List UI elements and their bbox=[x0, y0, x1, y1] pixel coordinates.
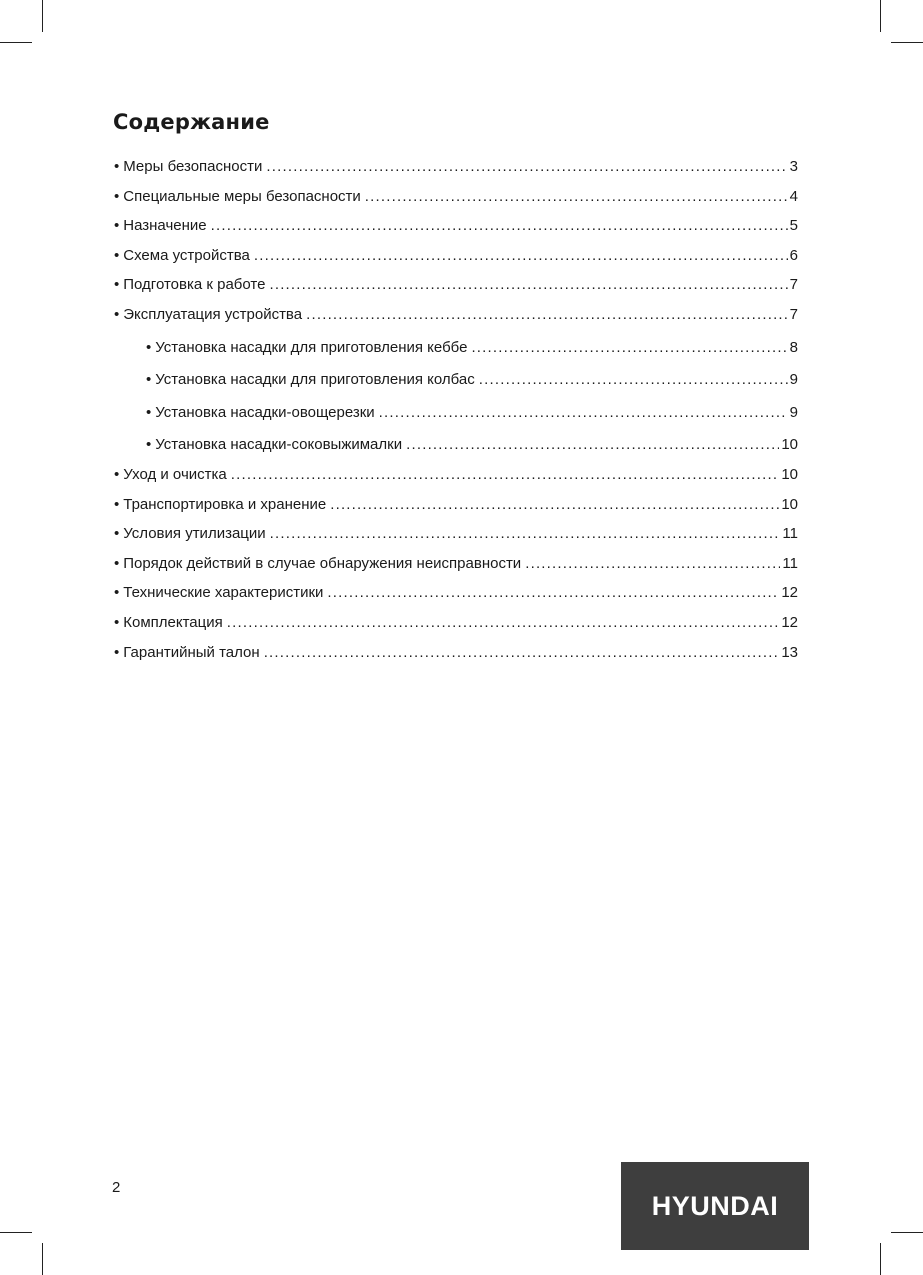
toc-item[interactable] bbox=[114, 305, 798, 335]
dot-leader bbox=[327, 583, 779, 603]
toc-item[interactable] bbox=[114, 187, 798, 217]
toc-item[interactable] bbox=[114, 157, 798, 187]
toc-item-label: Установка насадки для приготовления колбас bbox=[155, 371, 475, 389]
toc-item[interactable] bbox=[114, 613, 798, 643]
dot-leader bbox=[227, 613, 780, 633]
dot-leader bbox=[266, 157, 787, 177]
toc-subitem[interactable] bbox=[114, 403, 798, 436]
toc-item-page: 12 bbox=[781, 584, 798, 602]
crop-mark bbox=[891, 1232, 923, 1233]
toc-item-label: Уход и очистка bbox=[123, 466, 227, 484]
toc-item-label: Комплектация bbox=[123, 614, 223, 632]
toc-item-label: Подготовка к работе bbox=[123, 276, 266, 294]
bullet: • bbox=[114, 495, 120, 513]
bullet: • bbox=[114, 187, 120, 205]
page-title: Содержание bbox=[113, 110, 270, 134]
toc-item-page: 6 bbox=[789, 246, 798, 264]
bullet: • bbox=[114, 525, 120, 543]
dot-leader bbox=[330, 495, 779, 515]
crop-mark bbox=[42, 0, 43, 32]
toc-item-label: Условия утилизации bbox=[123, 525, 266, 543]
toc-item-page: 11 bbox=[782, 554, 798, 572]
toc-item-label: Меры безопасности bbox=[123, 158, 263, 175]
bullet: • bbox=[114, 643, 120, 661]
bullet: • bbox=[146, 371, 152, 389]
bullet: • bbox=[114, 276, 120, 294]
toc-item-page: 9 bbox=[789, 403, 798, 421]
dot-leader bbox=[306, 305, 788, 325]
toc-item-page: 11 bbox=[782, 525, 798, 543]
toc-item[interactable] bbox=[114, 246, 798, 276]
toc-subitem[interactable] bbox=[114, 370, 798, 403]
bullet: • bbox=[114, 246, 120, 264]
toc-item-page: 10 bbox=[781, 436, 798, 454]
bullet: • bbox=[114, 466, 120, 484]
dot-leader bbox=[379, 403, 788, 423]
crop-mark bbox=[42, 1243, 43, 1275]
toc-item-page: 10 bbox=[781, 495, 798, 513]
toc-item[interactable] bbox=[114, 275, 798, 305]
table-of-contents bbox=[114, 157, 798, 672]
toc-item-page: 7 bbox=[789, 276, 798, 294]
toc-subitem[interactable] bbox=[114, 338, 798, 371]
toc-item[interactable] bbox=[114, 554, 798, 584]
toc-item-label: Схема устройства bbox=[123, 246, 250, 264]
bullet: • bbox=[114, 217, 120, 235]
toc-item[interactable] bbox=[114, 524, 798, 554]
bullet: • bbox=[146, 403, 152, 421]
toc-item-page: 13 bbox=[781, 643, 798, 661]
toc-item-page: 4 bbox=[789, 187, 798, 205]
toc-item[interactable] bbox=[114, 465, 798, 495]
bullet: • bbox=[114, 305, 120, 323]
bullet: • bbox=[146, 338, 152, 356]
toc-item-label: Специальные меры безопасности bbox=[123, 187, 361, 205]
hyundai-logo bbox=[621, 1162, 809, 1250]
page-number: 2 bbox=[112, 1179, 121, 1196]
toc-item-page: 3 bbox=[789, 158, 798, 175]
crop-mark bbox=[0, 42, 32, 43]
dot-leader bbox=[254, 246, 788, 266]
logo-text: HYUNDAI bbox=[651, 1190, 779, 1221]
dot-leader bbox=[406, 435, 779, 455]
dot-leader bbox=[269, 275, 787, 295]
toc-item-label: Установка насадки-овощерезки bbox=[155, 403, 375, 421]
crop-mark bbox=[880, 1243, 881, 1275]
toc-item-page: 8 bbox=[789, 338, 798, 356]
bullet: • bbox=[114, 614, 120, 632]
toc-item[interactable] bbox=[114, 216, 798, 246]
dot-leader bbox=[264, 643, 780, 663]
toc-item[interactable] bbox=[114, 583, 798, 613]
toc-item[interactable] bbox=[114, 643, 798, 673]
dot-leader bbox=[525, 554, 780, 574]
dot-leader bbox=[471, 338, 787, 358]
toc-item-label: Гарантийный талон bbox=[123, 643, 260, 661]
dot-leader bbox=[211, 216, 788, 236]
bullet: • bbox=[114, 158, 120, 175]
crop-mark bbox=[891, 42, 923, 43]
toc-item-label: Порядок действий в случае обнаружения неисправности bbox=[123, 554, 522, 572]
toc-item-label: Установка насадки для приготовления кеббе bbox=[155, 338, 468, 356]
bullet: • bbox=[114, 554, 120, 572]
toc-item[interactable] bbox=[114, 495, 798, 525]
toc-item-page: 10 bbox=[781, 466, 798, 484]
toc-item-page: 9 bbox=[789, 371, 798, 389]
toc-item-label: Назначение bbox=[123, 217, 207, 235]
toc-item-label: Эксплуатация устройства bbox=[123, 305, 303, 323]
toc-item-page: 7 bbox=[789, 305, 798, 323]
crop-mark bbox=[880, 0, 881, 32]
crop-mark bbox=[0, 1232, 32, 1233]
dot-leader bbox=[231, 465, 780, 485]
toc-item-page: 12 bbox=[781, 614, 798, 632]
dot-leader bbox=[365, 187, 788, 207]
toc-item-label: Технические характеристики bbox=[123, 584, 324, 602]
dot-leader bbox=[479, 370, 788, 390]
toc-subitem[interactable] bbox=[114, 435, 798, 465]
bullet: • bbox=[146, 436, 152, 454]
toc-item-label: Установка насадки-соковыжималки bbox=[155, 436, 403, 454]
toc-item-label: Транспортировка и хранение bbox=[123, 495, 327, 513]
dot-leader bbox=[270, 524, 781, 544]
bullet: • bbox=[114, 584, 120, 602]
toc-item-page: 5 bbox=[789, 217, 798, 235]
